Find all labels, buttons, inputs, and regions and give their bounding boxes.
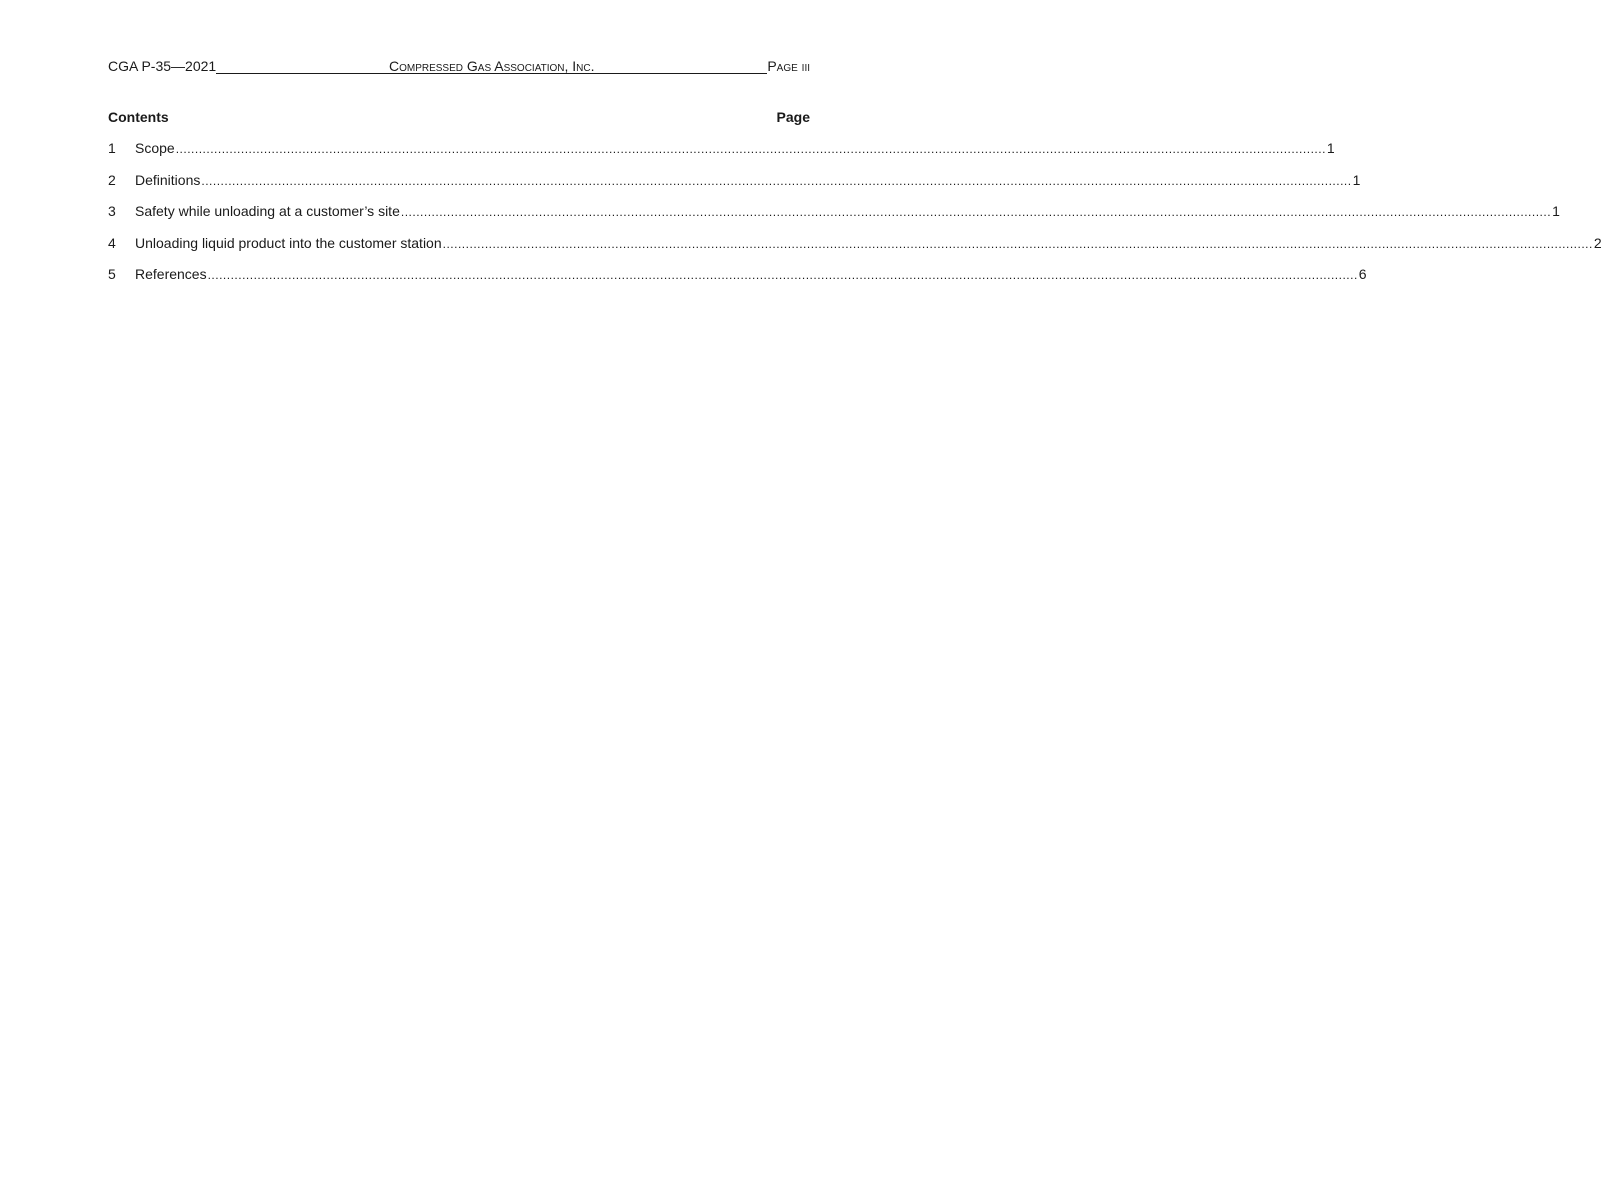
- dot-leader: ............................................................................................................................................................................................................................................................................................................: [175, 142, 1326, 156]
- publisher-name: Compressed Gas Association, Inc.: [388, 58, 595, 74]
- toc-entry[interactable]: [108, 202, 1560, 234]
- toc-entry-number: 2: [108, 171, 116, 188]
- document-id: CGA P-35—2021: [108, 58, 217, 74]
- toc-list: [108, 139, 1602, 297]
- toc-entry[interactable]: [108, 171, 1361, 203]
- toc-entry-page: 6: [1358, 266, 1367, 282]
- toc-entry-title[interactable]: Unloading liquid product into the customer station: [135, 234, 442, 251]
- dot-leader: ............................................................................................................................................................................................................................................................................................................: [400, 205, 1552, 219]
- toc-entry-number: 1: [108, 140, 116, 156]
- header-rule-left: [216, 58, 389, 74]
- toc-entry-number: 5: [108, 266, 116, 282]
- running-header: [108, 54, 810, 74]
- toc-entry-number: 4: [108, 234, 116, 251]
- toc-entry-title[interactable]: Safety while unloading at a customer’s site: [135, 203, 400, 219]
- dot-leader: ............................................................................................................................................................................................................................................................................................................: [201, 173, 1352, 188]
- toc-entry[interactable]: [108, 139, 1335, 171]
- toc-entry-number: 3: [108, 203, 116, 219]
- dot-leader: ............................................................................................................................................................................................................................................................................................................: [442, 236, 1593, 251]
- toc-page-column-heading: Page: [776, 109, 810, 125]
- toc-entry-page: 1: [1352, 171, 1361, 188]
- toc-entry-title[interactable]: Definitions: [135, 171, 201, 188]
- header-rule-right: [595, 58, 768, 74]
- toc-entry[interactable]: [108, 234, 1602, 266]
- page-number-label: Page iii: [767, 58, 811, 74]
- toc-heading-row: [108, 108, 810, 126]
- toc-entry[interactable]: [108, 265, 1367, 297]
- toc-entry-page: 2: [1593, 234, 1602, 251]
- toc-entry-page: 1: [1326, 140, 1335, 156]
- toc-entry-title[interactable]: Scope: [135, 140, 175, 156]
- toc-title: Contents: [108, 109, 169, 125]
- toc-entry-page: 1: [1552, 203, 1560, 219]
- toc-entry-title[interactable]: References: [135, 266, 207, 282]
- dot-leader: ............................................................................................................................................................................................................................................................................................................: [207, 268, 1358, 282]
